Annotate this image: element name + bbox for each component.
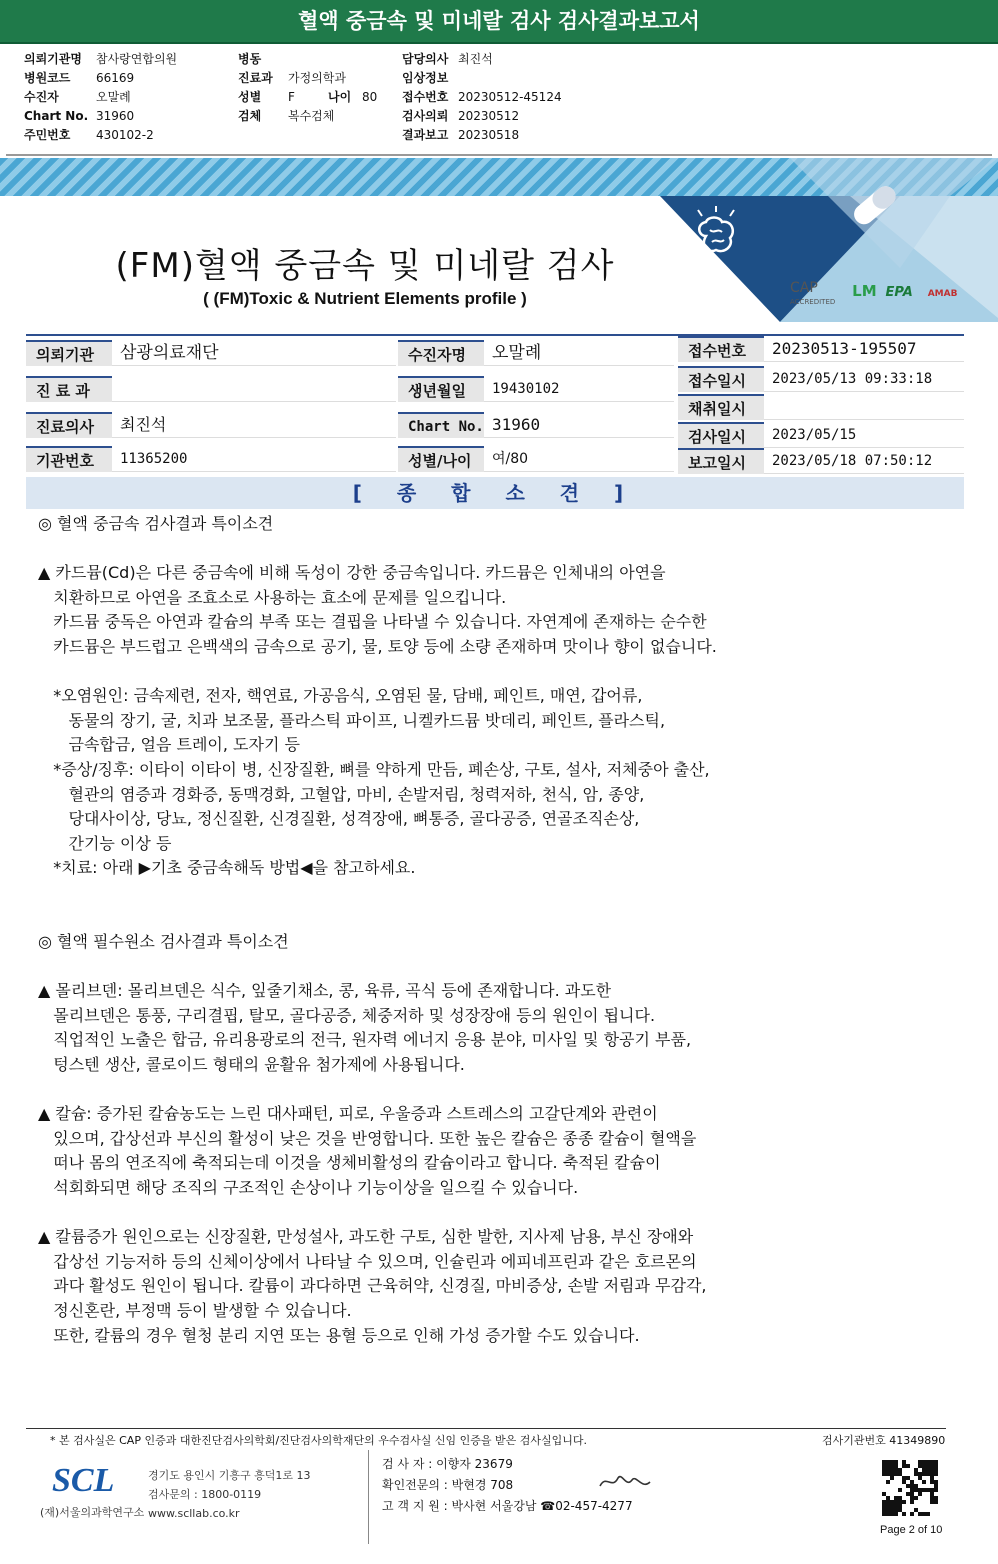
header-col-3 [402,50,562,145]
header-label: 접수번호 [402,90,449,104]
body-line [38,537,938,562]
body-line: 카드뮴 중독은 아연과 칼슘의 부족 또는 결핍을 나타낼 수 있습니다. 자연계에 존재하는 순수한 [38,612,707,632]
header-value: 66169 [96,71,135,85]
body-line: ▲ 칼슘: 증가된 칼슘농도는 느린 대사패턴, 피로, 우울증과 스트레스의 고갈단계와 관련이 [38,1104,658,1124]
header-label: 병원코드 [24,71,71,85]
cap-logo: CAP ACCREDITED [790,280,836,306]
tester: 검 사 자 : 이향자 23679 [382,1457,513,1471]
header-value: 31960 [96,109,135,123]
body-line [38,1201,938,1226]
header-label: 진료과 [238,71,273,85]
body-line: 또한, 칼륨의 경우 혈청 분리 지연 또는 용혈 등으로 인해 가성 증가할 수도 있습니다. [38,1325,640,1345]
header-value: 가정의학과 [288,71,346,85]
body-line: 직업적인 노출은 합금, 유리용광로의 전극, 원자력 에너지 응용 분야, 미사일 및 항공기 부품, [38,1030,692,1050]
body-line: 과다 활성도 원인이 됩니다. 칼륨이 과다하면 근육허약, 신경질, 마비증상, 손발 저림과 무감각, [38,1276,707,1296]
footer-rule [26,1428,946,1429]
header-col-2 [238,50,377,126]
body-line: 갑상선 기능저하 등의 신체이상에서 나타날 수 있으며, 인슐린과 에피네프린과 같은 호르몬의 [38,1251,697,1271]
header-value: 430102-2 [96,128,154,142]
header-label: 검사의뢰 [402,109,449,123]
info-label: 보고일시 [678,448,764,474]
lab-name: (재)서울의과학연구소 [40,1506,145,1519]
info-label: 검사일시 [678,422,764,448]
body-line: 간기능 이상 등 [38,833,172,853]
info-value: 11365200 [112,446,396,472]
summary-heading: [ 종 합 소 견 ] [26,477,964,509]
body-line: 금속합금, 얼음 트레이, 도자기 등 [38,735,300,755]
info-value: 여/80 [484,446,674,472]
footer-note: * 본 검사실은 CAP 인증과 대한진단검사의학회/진단검사의학재단의 우수검사실 신임 인증을 받은 검사실입니다. [50,1434,588,1447]
info-label: 생년월일 [398,376,484,402]
info-label: 수진자명 [398,340,484,366]
info-label: 진 료 과 [26,376,112,402]
body-line: 있으며, 갑상선과 부신의 활성이 낮은 것을 반영합니다. 또한 높은 칼슘은 종종 칼슘이 혈액을 [38,1128,697,1148]
header-value: 복수검체 [288,109,335,123]
header-label: 담당의사 [402,52,449,66]
body-line [38,955,938,980]
body-line: ▲ 칼륨증가 원인으로는 신장질환, 만성설사, 과도한 구토, 심한 발한, 지사제 남용, 부신 장애와 [38,1227,694,1247]
summary-body [38,512,938,1348]
header-value: 80 [362,90,378,104]
body-line: ▲ 카드뮴(Cd)은 다른 중금속에 비해 독성이 강한 중금속입니다. 카드뮴은 인체내의 아연을 [38,563,666,583]
info-label: 채취일시 [678,394,764,420]
body-line [38,660,938,685]
amab-logo: AMAB [927,289,958,299]
info-value: 19430102 [484,376,674,402]
qr-code-icon [882,1460,938,1516]
body-line [38,1078,938,1103]
info-label: Chart No. [398,412,484,438]
info-label: 성별/나이 [398,446,484,472]
header-value: F [288,90,295,104]
info-value [764,394,964,420]
body-line: ◎ 혈액 필수원소 검사결과 특이소견 [38,932,289,952]
body-line: 당대사이상, 당뇨, 정신질환, 신경질환, 성격장애, 뼈통증, 골다공증, 연골조직손상, [38,809,640,829]
body-line: ▲ 몰리브덴: 몰리브덴은 식수, 잎줄기채소, 콩, 육류, 곡식 등에 존재합니다. 과도한 [38,981,612,1001]
header-value: 최진석 [458,52,493,66]
info-value: 최진석 [112,412,396,438]
info-label: 접수일시 [678,366,764,392]
lab-website[interactable]: www.scllab.co.kr [148,1507,240,1520]
lab-address: 경기도 용인시 기흥구 흥덕1로 13 [148,1469,311,1482]
body-line: 텅스텐 생산, 콜로이드 형태의 윤활유 첨가제에 사용됩니다. [38,1055,465,1075]
header-value: 20230518 [458,128,520,142]
info-value: 2023/05/15 [764,422,964,448]
info-value: 2023/05/18 07:50:12 [764,448,964,474]
body-line: 치환하므로 아연을 조효소로 사용하는 효소에 문제를 일으킵니다. [38,587,507,607]
staff-list [382,1454,633,1517]
page-number: Page 2 of 10 [880,1524,943,1536]
info-value: 삼광의료재단 [112,340,396,366]
header-label: 주민번호 [24,128,71,142]
body-line: *증상/징후: 이타이 이타이 병, 신장질환, 뼈를 약하게 만듬, 폐손상, 구토, 설사, 저체중아 출산, [38,759,710,779]
header-value: 20230512-45124 [458,90,562,104]
info-label: 의뢰기관 [26,340,112,366]
header-col-1 [24,50,177,145]
header-label: 나이 [328,90,352,104]
signature-image [596,1468,656,1498]
body-line: 혈관의 염증과 경화증, 동맥경화, 고혈압, 마비, 손발저림, 청력저하, 천식, 암, 종양, [38,784,645,804]
info-label: 진료의사 [26,412,112,438]
epa-logo: EPA [885,285,913,300]
body-line: *치료: 아래 ▶기초 중금속해독 방법◀을 참고하세요. [38,858,416,878]
body-line: *오염원인: 금속제련, 전자, 핵연료, 가공음식, 오염된 물, 담배, 페인트, 매연, 갑어류, [38,686,643,706]
body-line: 정신혼란, 부정맥 등이 발생할 수 있습니다. [38,1301,352,1320]
customer-support: 고 객 지 원 : 박사현 서울강남 ☎02-457-4277 [382,1499,633,1513]
body-line [38,881,938,906]
report-subtitle: ( (FM)Toxic & Nutrient Elements profile ) [203,289,527,308]
header-box [6,44,992,156]
lab-registration-no: 검사기관번호 41349890 [822,1434,946,1447]
lab-inquiry: 검사문의 : 1800-0119 [148,1488,262,1501]
body-line [38,906,938,931]
body-line: ◎ 혈액 중금속 검사결과 특이소견 [38,514,274,533]
info-value [112,376,396,402]
body-line: 카드뮴은 부드럽고 은백색의 금속으로 공기, 물, 토양 등에 소량 존재하며 맛이나 향이 없습니다. [38,636,717,656]
body-line: 석회화되면 해당 조직의 구조적인 손상이나 기능이상을 일으킬 수 있습니다. [38,1178,579,1198]
info-value: 오말례 [484,340,674,366]
header-label: 검체 [238,109,262,123]
header-label: 임상정보 [402,71,449,85]
report-title: (FM)혈액 중금속 및 미네랄 검사 [115,246,615,286]
header-label: 병동 [238,52,262,66]
header-label: 성별 [238,90,262,104]
info-label: 접수번호 [678,336,764,362]
body-line: 몰리브덴은 통풍, 구리결핍, 탈모, 골다공증, 체중저하 및 성장장애 등의 원인이 됩니다. [38,1005,656,1025]
header-label: 수진자 [24,90,59,104]
accreditation-logos [790,282,957,308]
report-banner: 혈액 중금속 및 미네랄 검사 검사결과보고서 [0,0,998,44]
header-value: 20230512 [458,109,520,123]
body-line: 동물의 장기, 굴, 치과 보조물, 플라스틱 파이프, 니켈카드뮴 밧데리, 페인트, 플라스틱, [38,710,666,730]
header-label: 의뢰기관명 [24,52,82,66]
header-label: 결과보고 [402,128,449,142]
info-value: 2023/05/13 09:33:18 [764,366,964,392]
info-value: 31960 [484,412,674,438]
lab-contact [148,1466,311,1523]
header-value: 오말례 [96,90,131,104]
confirming-doctor: 확인전문의 : 박현경 708 [382,1478,514,1492]
header-value: 참사랑연합의원 [96,52,178,66]
header-label: Chart No. [24,109,89,123]
info-label: 기관번호 [26,446,112,472]
info-value: 20230513-195507 [764,336,964,362]
body-line: 떠나 몸의 연조직에 축적되는데 이것을 생체비활성의 칼슘이라고 합니다. 축적된 칼슘이 [38,1153,661,1173]
scl-logo: SCL [52,1462,115,1499]
lm-logo: LM [852,282,877,300]
